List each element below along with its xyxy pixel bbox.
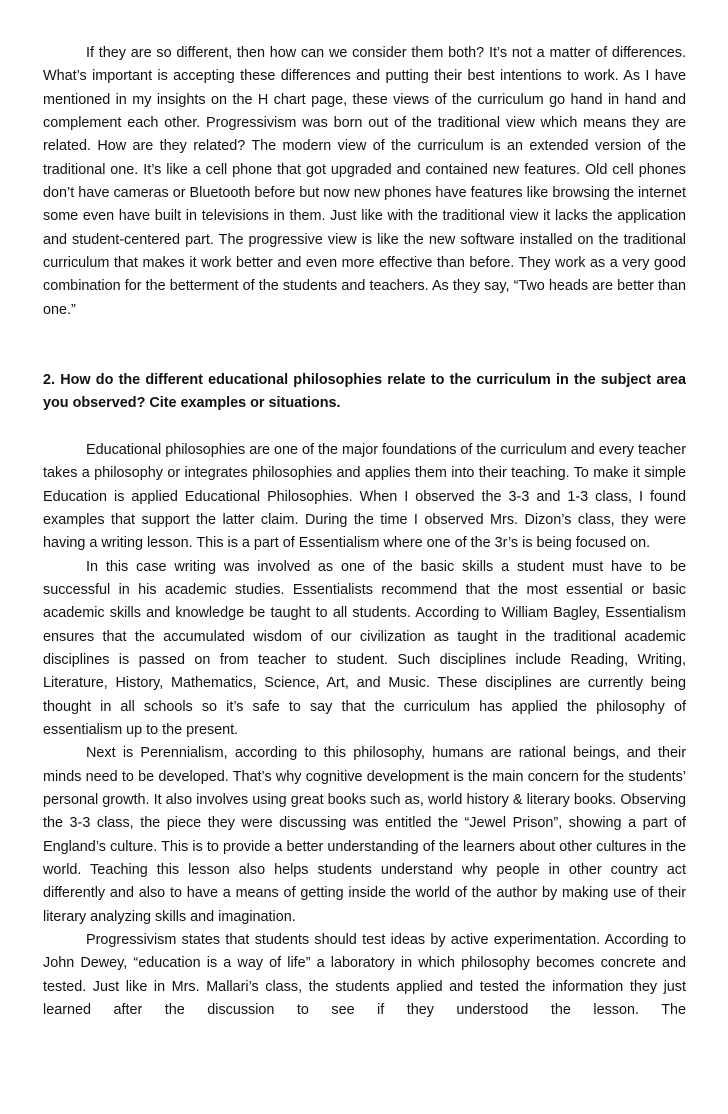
document-page [43,42,686,1022]
answer-paragraph: Progressivism states that students should test ideas by active experimentation. According to John Dewey, “education is a way of life” a laboratory in which philosophy becomes concrete and tested. Just like in Mrs. Mallari’s class, the students applied and tested the information they just learned after the discussion to see if they understood the lesson. The [43,932,686,1019]
section-spacer [43,322,686,369]
answer-paragraph: Educational philosophies are one of the major foundations of the curriculum and every teacher takes a philosophy or integrates philosophies and applies them into their teaching. To make it simple Education is applied Educational Philosophies. When I observed the 3-3 and 1-3 class, I found examples that support the latter claim. During the time I observed Mrs. Dizon’s class, they were having a writing lesson. This is a part of Essentialism where one of the 3r’s is being focused on. [43,441,686,552]
question-heading: 2. How do the different educational philosophies relate to the curriculum in the subject area you observed? Cite examples or situations. [43,372,686,412]
answer-paragraph: Next is Perennialism, according to this philosophy, humans are rational beings, and their minds need to be developed. That’s why cognitive development is the main concern for the students’ personal growth. It also involves using great books such as, world history & literary books. Observing the 3-3 class, the piece they were discussing was entitled the “Jewel Prison”, showing a part of England’s culture. This is to provide a better understanding of the learners about other cultures in the world. Teaching this lesson also helps students understand why people in other country act differently and also to have a means of getting inside the world of the author by making use of their literary analyzing skills and imagination. [43,745,686,925]
intro-paragraph: If they are so different, then how can we consider them both? It’s not a matter of differences. What’s important is accepting these differences and putting their best intentions to work. As I have mentioned in my insights on the H chart page, these views of the curriculum go hand in hand and complement each other. Progressivism was born out of the traditional view which means they are related. How are they related? The modern view of the curriculum is an extended version of the traditional one. It’s like a cell phone that got upgraded and contained new features. Old cell phones don’t have cameras or Bluetooth before but now new phones have features like browsing the internet some even have built in televisions in them. Just like with the traditional view it lacks the application and student-centered part. The progressive view is like the new software installed on the traditional curriculum that makes it work better and even more effective than before. They work as a very good combination for the betterment of the students and teachers. As they say, “Two heads are better than one.” [43,45,686,318]
answer-paragraph: In this case writing was involved as one of the basic skills a student must have to be successful in his academic studies. Essentialists recommend that the most essential or basic academic skills and knowledge be taught to all students. According to William Bagley, Essentialism ensures that the accumulated wisdom of our civilization as taught in the traditional academic disciplines is passed on from teacher to student. Such disciplines include Reading, Writing, Literature, History, Mathematics, Science, Art, and Music. These disciplines are currently being thought in all schools so it’s safe to say that the curriculum has applied the philosophy of essentialism up to the present. [43,558,686,738]
section-spacer [43,416,686,439]
